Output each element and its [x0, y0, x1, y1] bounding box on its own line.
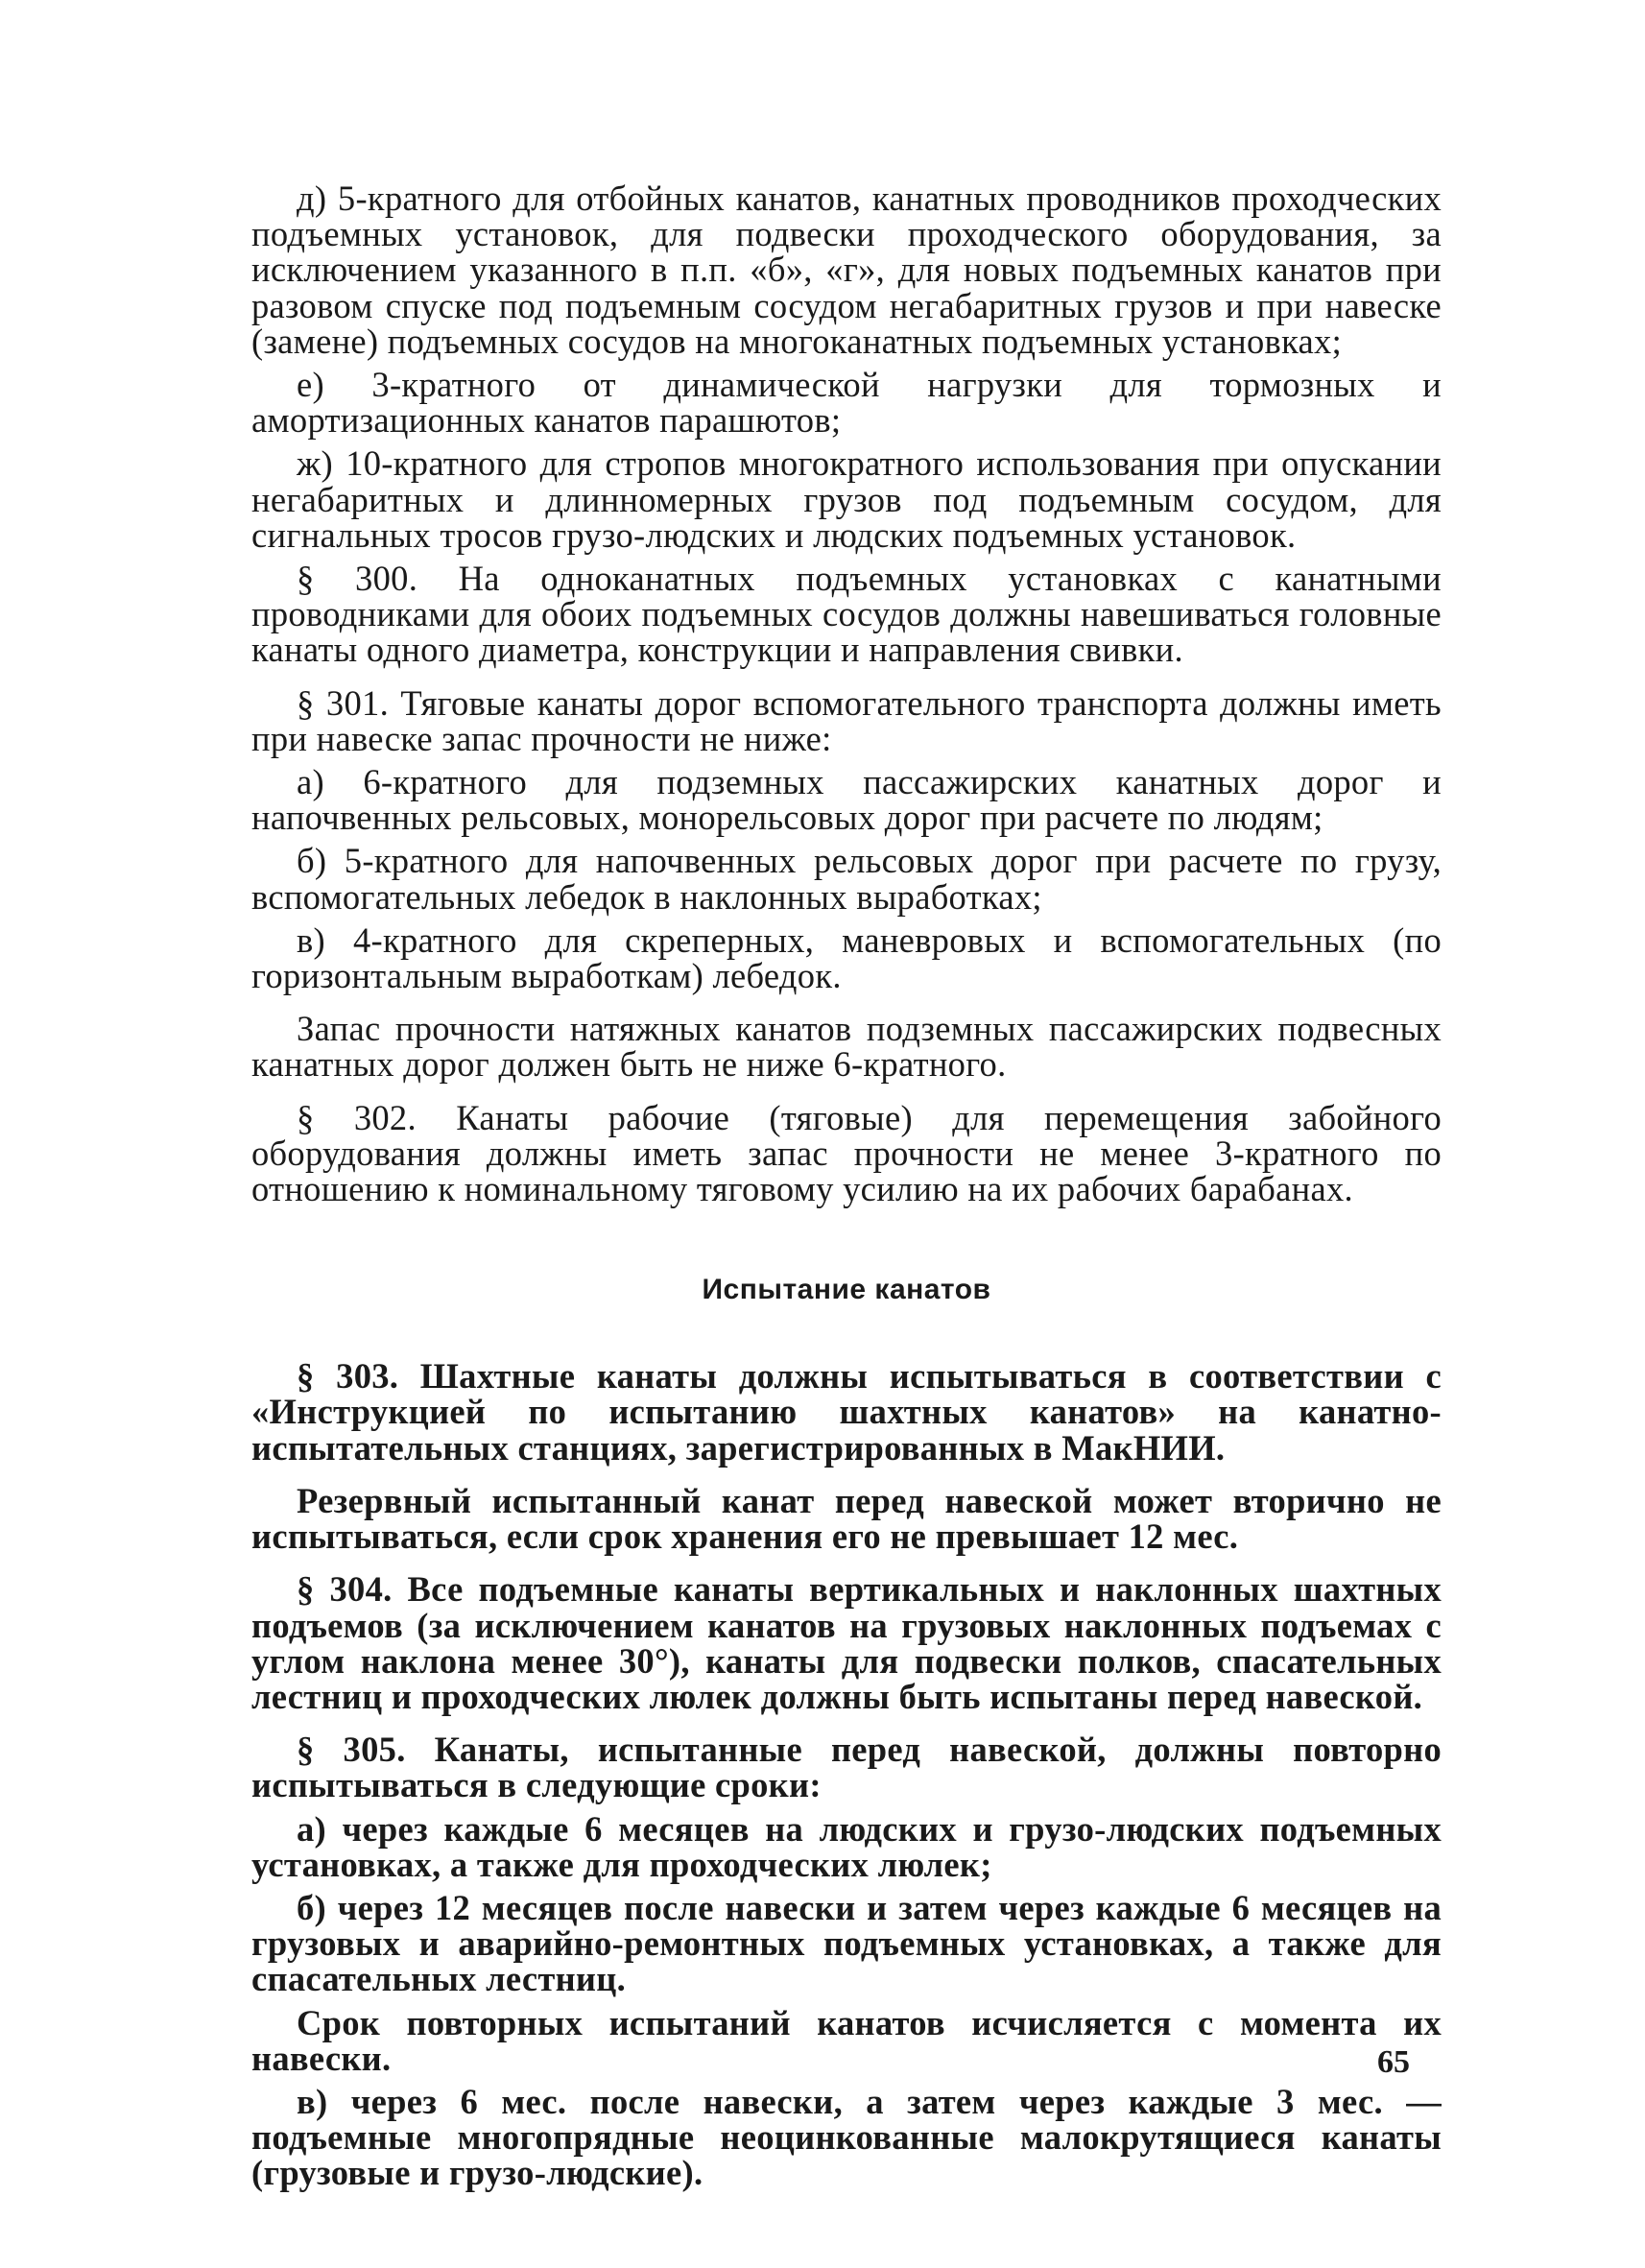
paragraph-retest-period: Срок повторных испытаний канатов исчисляется с момента их навески. [251, 2002, 1442, 2078]
paragraph-section-300: § 300. На одноканатных подъемных установках с канатными проводниками для обоих подъемных сосудов должны навешиваться головные канаты одного диаметра, конструкции и направления свивки. [251, 559, 1442, 670]
paragraph-item-zh: ж) 10-кратного для стропов многократного использования при опускании негабаритных и длинномерных грузов под подъемным сосудом, для сигнальных тросов грузо-людских и людских подъемных установок. [251, 443, 1442, 555]
paragraph-item-d: д) 5-кратного для отбойных канатов, канатных проводников проходческих подъемных установок, для подвески проходческого оборудования, за исключением указанного в п.п. «б», «г», для новых подъемных канатов при разовом спуске под подъемным сосудом негабаритных грузов и при навеске (замене) подъемных сосудов на многоканатных подъемных установках; [251, 179, 1442, 361]
paragraph-section-305: § 305. Канаты, испытанные перед навеской, должны повторно испытываться в следующие сроки: [251, 1730, 1442, 1805]
body-text [251, 180, 1442, 2191]
paragraph-section-303: § 303. Шахтные канаты должны испытываться в соответствии с «Инструкцией по испытанию шахтных канатов» на канатно-испытательных станциях, зарегистрированных в МакНИИ. [251, 1356, 1442, 1468]
paragraph-item-a-301: а) 6-кратного для подземных пассажирских канатных дорог и напочвенных рельсовых, монорельсовых дорог при расчете по людям; [251, 762, 1442, 838]
page-number: 65 [1377, 2044, 1410, 2080]
paragraph-tension-ropes: Запас прочности натяжных канатов подземных пассажирских подвесных канатных дорог должен быть не ниже 6-кратного. [251, 1009, 1442, 1085]
paragraph-item-e: е) 3-кратного от динамической нагрузки для тормозных и амортизационных канатов парашютов; [251, 365, 1442, 441]
paragraph-item-b-301: б) 5-кратного для напочвенных рельсовых дорог при расчете по грузу, вспомогательных лебедок в наклонных выработках; [251, 841, 1442, 917]
bold-section [251, 1356, 1442, 2193]
paragraph-reserve-rope: Резервный испытанный канат перед навеской может вторично не испытываться, если срок хранения его не превышает 12 мес. [251, 1480, 1442, 1557]
paragraph-item-v-305: в) через 6 мес. после навески, а затем через каждые 3 мес. — подъемные многопрядные неоцинкованные малокрутящиеся канаты (грузовые и грузо-людские). [251, 2081, 1442, 2193]
paragraph-item-v-301: в) 4-кратного для скреперных, маневровых и вспомогательных (по горизонтальным выработкам) лебедок. [251, 919, 1442, 996]
paragraph-section-301: § 301. Тяговые канаты дорог вспомогательного транспорта должны иметь при навеске запас прочности не ниже: [251, 682, 1442, 758]
paragraph-item-a-305: а) через каждые 6 месяцев на людских и грузо-людских подъемных установках, а также для проходческих люлек; [251, 1808, 1442, 1884]
section-heading: Испытание канатов [702, 1274, 991, 1306]
paragraph-item-b-305: б) через 12 месяцев после навески и затем через каждые 6 месяцев на грузовых и аварийно-ремонтных подъемных установках, а также для спасательных лестниц. [251, 1887, 1442, 1999]
paragraph-section-302: § 302. Канаты рабочие (тяговые) для перемещения забойного оборудования должны иметь запас прочности не менее 3-кратного по отношению к номинальному тяговому усилию на их рабочих барабанах. [251, 1097, 1442, 1209]
paragraph-section-304: § 304. Все подъемные канаты вертикальных и наклонных шахтных подъемов (за исключением канатов на грузовых наклонных подъемах с углом наклона менее 30°), канаты для подвески полков, спасательных лестниц и проходческих люлек должны быть испытаны перед навеской. [251, 1569, 1442, 1716]
